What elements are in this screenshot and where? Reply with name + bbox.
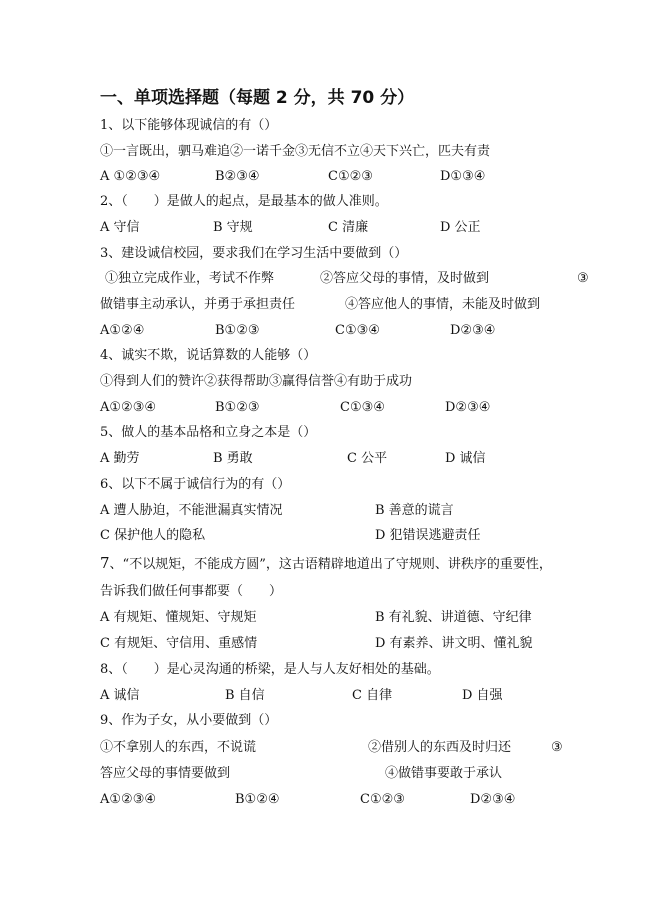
question-stem: 5、做人的基本品格和立身之本是（） (100, 425, 317, 440)
question-stem: 3、建设诚信校园，要求我们在学习生活中要做到（） (100, 246, 408, 261)
option-b: B②③④ (215, 169, 260, 184)
option-c: C 有规矩、守信用、重感情 (100, 636, 258, 651)
question-stem-continued: 告诉我们做任何事都要（ ） (100, 584, 283, 599)
option-c: C①③④ (340, 400, 385, 415)
option-a: A ①②③④ (100, 169, 161, 184)
question-stem: 9、作为子女，从小要做到（） (100, 713, 278, 728)
option-c: C 清廉 (328, 220, 369, 235)
option-b: B 守规 (213, 220, 253, 235)
option-d: D 犯错误逃避责任 (375, 528, 481, 543)
option-d: D②③④ (445, 400, 491, 415)
option-d: D 有素养、讲文明、懂礼貌 (375, 636, 533, 651)
option-d: D①③④ (440, 169, 486, 184)
option-c: C 公平 (347, 451, 388, 466)
question-statement: ①不拿别人的东西，不说谎 (100, 740, 257, 755)
option-b: B①②④ (235, 792, 280, 807)
question-statement: ③ (577, 271, 589, 286)
option-c: C①②③ (328, 169, 373, 184)
question-statement: 做错事主动承认，并勇于承担责任 (100, 297, 296, 312)
question-statement: ①一言既出，驷马难追②一诺千金③无信不立④天下兴亡，匹夫有责 (100, 144, 491, 159)
question-stem: 2、（ ）是做人的起点，是最基本的做人准则。 (100, 194, 388, 209)
option-a: A①②③④ (100, 400, 157, 415)
question-number: 7 (100, 554, 110, 572)
question-statement: ①得到人们的赞许②获得帮助③赢得信誉④有助于成功 (100, 374, 413, 389)
option-d: D 自强 (462, 688, 503, 703)
option-a: A 遭人胁迫，不能泄漏真实情况 (100, 503, 283, 518)
option-c: C 自律 (352, 688, 393, 703)
option-b: B①②③ (215, 400, 260, 415)
question-stem: 6、以下不属于诚信行为的有（） (100, 477, 291, 492)
option-a: A 诚信 (100, 688, 140, 703)
option-c: C①③④ (335, 323, 380, 338)
option-b: B 有礼貌、讲道德、守纪律 (375, 610, 532, 625)
question-statement: 答应父母的事情要做到 (100, 766, 231, 781)
option-b: B①②③ (215, 323, 260, 338)
question-stem-text: 、“不以规矩，不能成方圆”，这古语精辟地道出了守规则、讲秩序的重要性， (109, 557, 552, 572)
question-statement: ③ (551, 740, 563, 755)
question-statement: ④答应他人的事情，未能及时做到 (345, 297, 541, 312)
option-b: B 善意的谎言 (375, 503, 454, 518)
option-d: D②③④ (470, 792, 516, 807)
option-a: A 有规矩、懂规矩、守规矩 (100, 610, 257, 625)
option-a: A 勤劳 (100, 451, 140, 466)
option-d: D 诚信 (445, 451, 486, 466)
question-stem (100, 555, 552, 573)
question-statement: ②借别人的东西及时归还 (368, 740, 512, 755)
option-d: D 公正 (440, 220, 481, 235)
question-stem: 4、诚实不欺，说话算数的人能够（） (100, 348, 317, 363)
option-a: A 守信 (100, 220, 140, 235)
option-b: B 勇敢 (213, 451, 253, 466)
question-stem: 8、（ ）是心灵沟通的桥梁，是人与人友好相处的基础。 (100, 662, 440, 677)
question-statement: ①独立完成作业，考试不作弊 (105, 271, 275, 286)
question-statement: ②答应父母的事情，及时做到 (320, 271, 490, 286)
question-stem: 1、以下能够体现诚信的有（） (100, 118, 278, 133)
option-c: C①②③ (360, 792, 405, 807)
option-a: A①②③④ (100, 792, 157, 807)
option-c: C 保护他人的隐私 (100, 528, 206, 543)
option-d: D②③④ (450, 323, 496, 338)
option-a: A①②④ (100, 323, 145, 338)
option-b: B 自信 (225, 688, 265, 703)
section-title: 一、单项选择题（每题 2 分，共 70 分） (100, 88, 415, 108)
question-statement: ④做错事要敢于承认 (385, 766, 503, 781)
